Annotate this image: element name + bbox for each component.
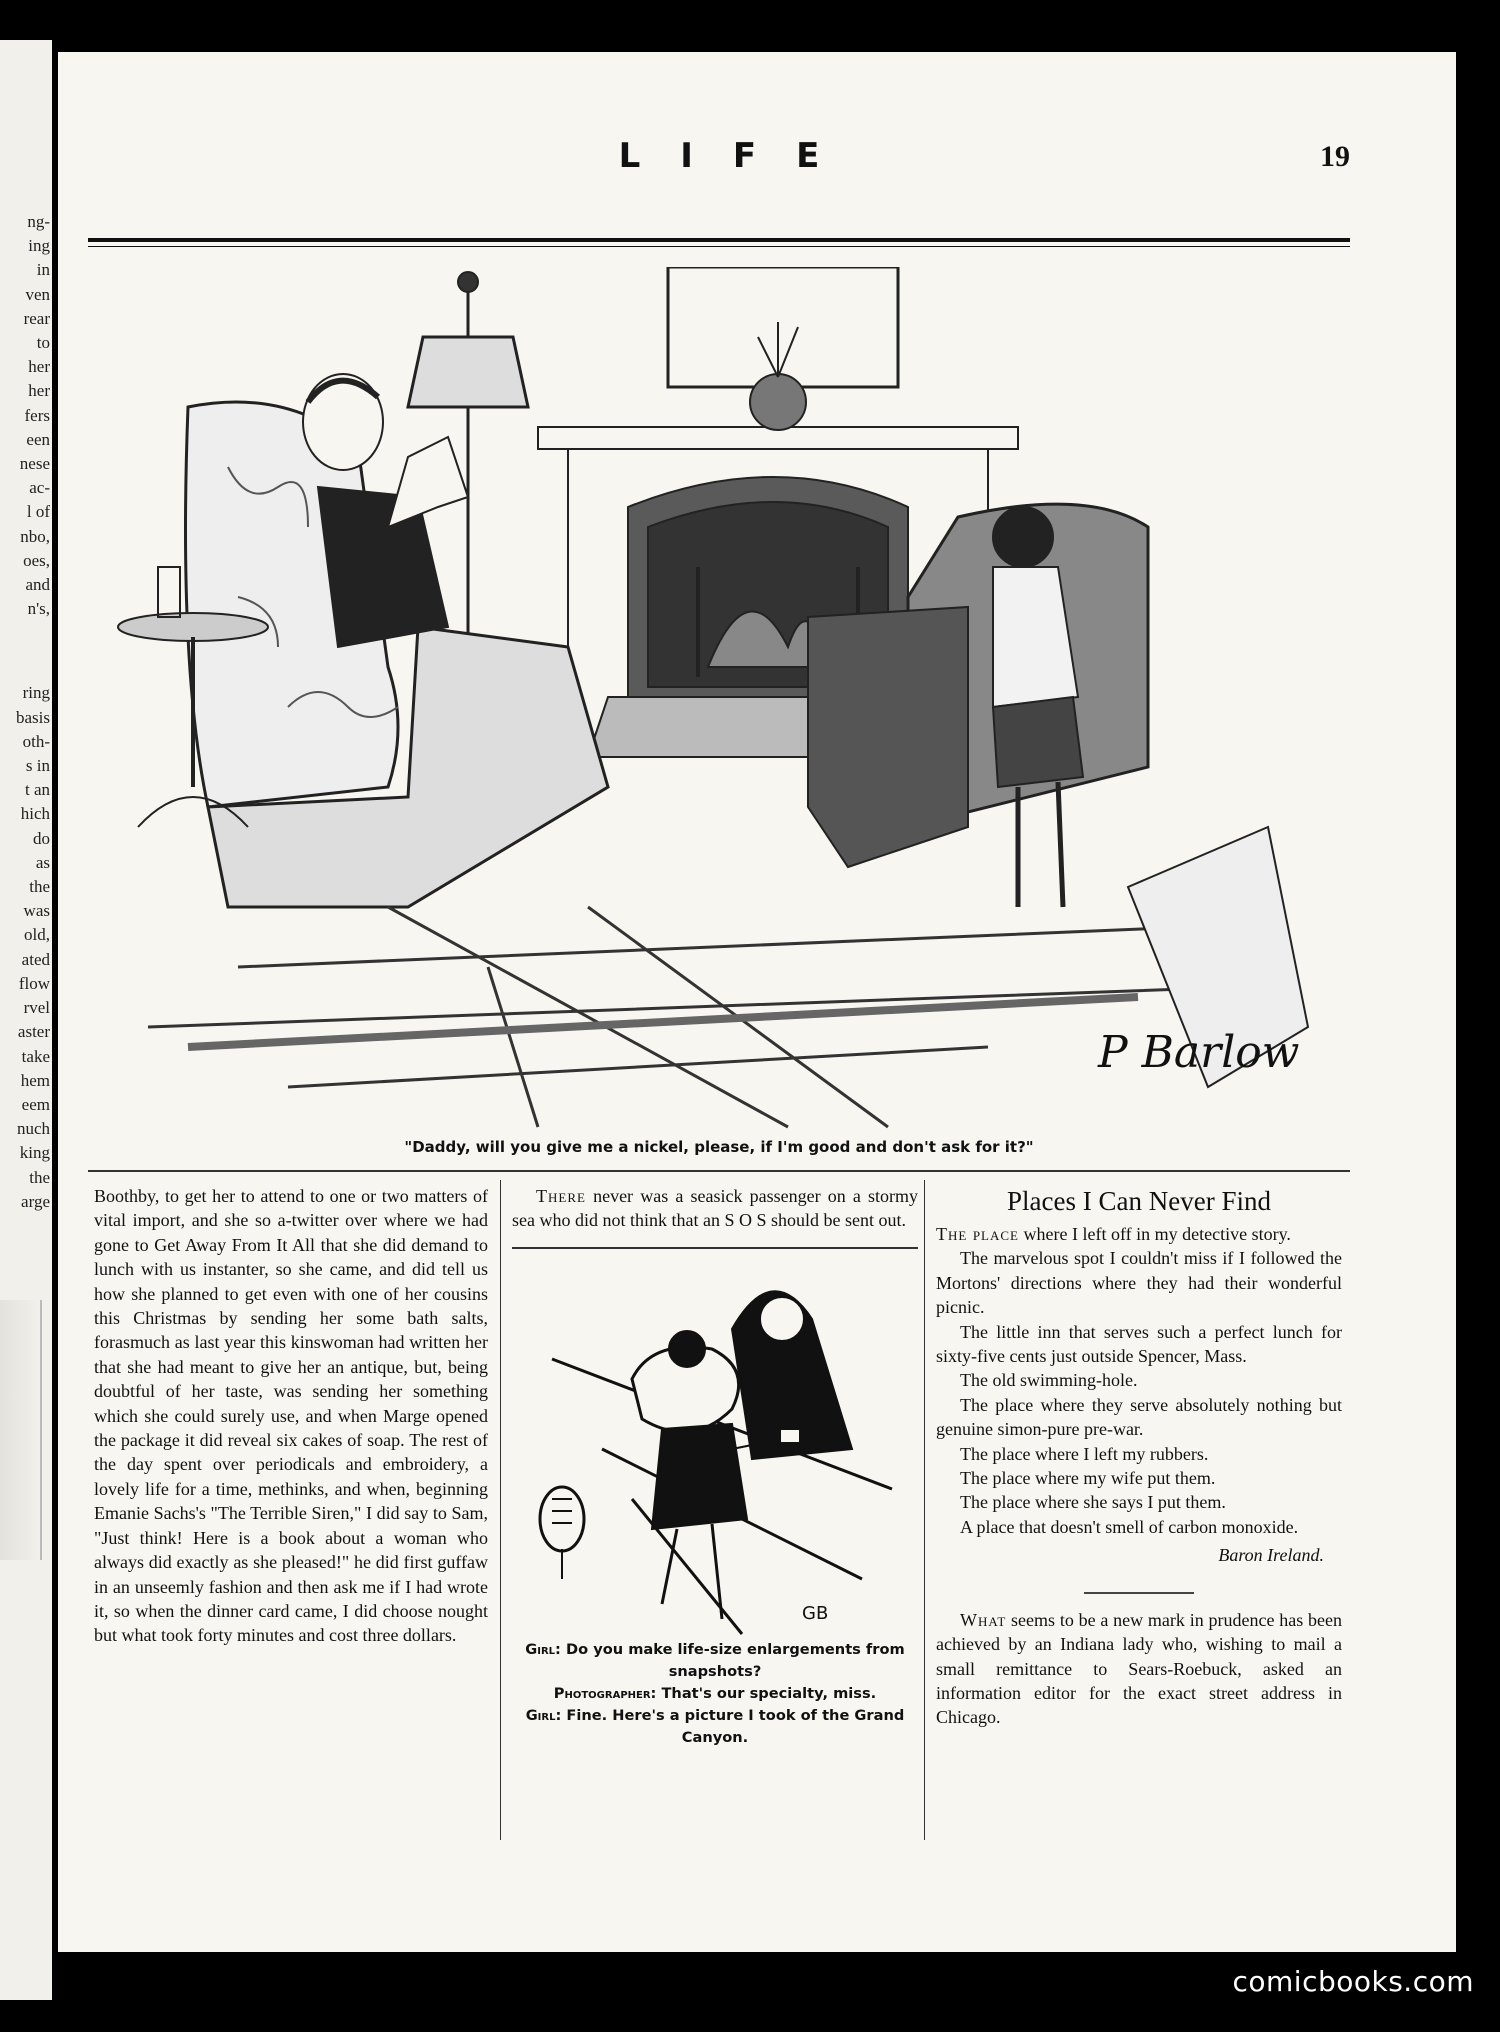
left-page-fragment: king xyxy=(19,1143,50,1163)
left-page-fragment: do xyxy=(33,828,50,848)
left-page-fragment: her xyxy=(28,357,50,377)
prudence-paragraph xyxy=(936,1608,1342,1730)
prudence-lead: What xyxy=(960,1609,1007,1630)
dialogue-text: Fine. Here's a picture I took of the Grand Canyon. xyxy=(566,1706,905,1746)
dialogue-colon: : xyxy=(650,1684,662,1702)
places-item: The marvelous spot I couldn't miss if I followed the Mortons' directions where they had their wonderful picnic. xyxy=(936,1248,1342,1318)
magazine-title: LIFE xyxy=(618,136,860,176)
cartoon-caption: "Daddy, will you give me a nickel, please, if I'm good and don't ask for it?" xyxy=(404,1138,1034,1156)
places-item: The place where they serve absolutely nothing but genuine simon-pure pre-war. xyxy=(936,1394,1342,1440)
page-number: 19 xyxy=(1320,140,1350,173)
left-page-fragment: and xyxy=(25,575,50,595)
left-page-illustration-fragment xyxy=(0,1300,42,1560)
left-page-fragment: s in xyxy=(25,756,50,776)
dialogue-line xyxy=(512,1705,918,1749)
left-page-fragment: aster xyxy=(17,1022,50,1042)
section-rule xyxy=(88,1170,1350,1172)
left-page-fragment: een xyxy=(26,429,50,449)
dialogue-colon: : xyxy=(555,1706,567,1724)
right-column xyxy=(936,1184,1342,1730)
left-page-text-fragments xyxy=(16,210,50,1214)
seasick-text: never was a seasick passenger on a stormy sea who did not think that an S O S should be sent out. xyxy=(512,1186,918,1231)
left-page-fragment: hem xyxy=(20,1070,50,1090)
left-page-fragment: was xyxy=(23,901,50,921)
left-page-fragment: oth- xyxy=(22,731,50,751)
left-column-text: Boothby, to get her to attend to one or two matters of vital import, and she so a-twitter over where we had gone to Get Away From It All that she did demand to lunch with us instanter, so she came, and did tell us how she planned to get even with one of her cousins this Christmas by sending her some bath salts, forasmuch as last year this kinswoman had written her that she had meant to give her an antique, but, being doubtful of her taste, was sending her something which she could surely use, and when Marge opened the package it did reveal six cakes of soap. The rest of the day spent over periodicals and embroidery, a lovely life for a time, methinks, and when, beginning Emanie Sachs's "The Terrible Siren," I did say to Sam, "Just think! Here is a book about a woman who always did exactly as she pleased!" he did first guffaw in an unseemly fashion and then ask me if I had wrote it, so when the dinner card came, I did choose nought but what took forty minutes and cost three dollars. xyxy=(94,1186,488,1646)
left-page-fragment: flow xyxy=(18,973,50,993)
cartoon-signature: P Barlow xyxy=(1098,1027,1300,1078)
places-title: Places I Can Never Find xyxy=(1007,1186,1271,1216)
header-rule-thick xyxy=(88,238,1350,242)
left-page-fragment: nese xyxy=(19,454,50,474)
left-page-fragment: the xyxy=(29,1167,50,1187)
left-page-fragment: old, xyxy=(24,925,50,945)
left-page-fragment: ring xyxy=(22,683,50,703)
left-page-fragment: take xyxy=(21,1046,50,1066)
dialogue-text: Do you make life-size enlargements from snapshots? xyxy=(565,1640,905,1680)
places-item: The place where I left my rubbers. xyxy=(960,1443,1209,1464)
middle-column xyxy=(512,1184,918,1749)
places-item: The little inn that serves such a perfect lunch for sixty-five cents just outside Spencer, Mass. xyxy=(936,1321,1342,1367)
header-rule-thin xyxy=(88,246,1350,247)
left-page-fragment: ven xyxy=(25,284,50,304)
places-item: The place where she says I put them. xyxy=(960,1492,1226,1513)
right-column-rule xyxy=(1084,1592,1194,1594)
dialogue-speaker: Girl xyxy=(525,1640,556,1658)
left-page-fragment: nbo, xyxy=(20,526,50,546)
cartoon-dialogue xyxy=(512,1639,918,1749)
left-page-fragment: the xyxy=(29,877,50,897)
places-first-text: where I left off in my detective story. xyxy=(1019,1224,1291,1244)
left-column-article xyxy=(94,1184,488,1648)
photographer-cartoon xyxy=(512,1249,918,1639)
byline: Baron Ireland. xyxy=(1218,1545,1324,1566)
left-page-edge xyxy=(0,40,52,2000)
left-page-fragment: nuch xyxy=(16,1119,50,1139)
watermark: comicbooks.com xyxy=(1232,1965,1474,1998)
left-page-fragment: ated xyxy=(21,949,50,969)
left-page-gap xyxy=(16,621,50,681)
places-list xyxy=(936,1246,1342,1539)
left-page-fragment: ng- xyxy=(27,212,50,231)
main-cartoon xyxy=(88,267,1350,1137)
left-page-fragment: her xyxy=(28,381,50,401)
left-page-fragment: ing xyxy=(28,236,50,256)
dialogue-line xyxy=(512,1639,918,1683)
left-page-fragment: l of xyxy=(26,502,50,522)
seasick-lead: There xyxy=(536,1186,586,1206)
left-page-fragment: hich xyxy=(20,804,50,824)
dialogue-text: That's our specialty, miss. xyxy=(661,1684,877,1702)
left-page-fragment: as xyxy=(35,852,50,872)
left-page-fragment: rvel xyxy=(23,998,50,1018)
left-page-fragment: rear xyxy=(23,308,50,328)
left-page-fragment: in xyxy=(36,260,50,280)
places-item: The place where my wife put them. xyxy=(960,1468,1216,1489)
places-first-lead: The place xyxy=(936,1224,1019,1244)
column-divider xyxy=(500,1180,501,1840)
left-page-fragment: arge xyxy=(21,1191,50,1211)
prudence-text: seems to be a new mark in prudence has been achieved by an Indiana lady who, wishing to mail a small remittance to Sears-Roebuck, asked an information editor for the exact street address in Chicago. xyxy=(936,1609,1342,1728)
left-page-fragment: n's, xyxy=(27,599,50,619)
dialogue-speaker: Girl xyxy=(525,1706,556,1724)
living-room-illustration xyxy=(88,267,1350,1137)
left-page-fragment: oes, xyxy=(23,550,50,570)
dialogue-colon: : xyxy=(555,1640,566,1658)
left-page-fragment: eem xyxy=(21,1094,50,1114)
left-page-fragment: ac- xyxy=(29,478,50,498)
left-page-fragment: fers xyxy=(24,405,50,425)
left-page-fragment: basis xyxy=(16,707,50,727)
left-page-fragment: t an xyxy=(24,780,50,800)
places-first-item xyxy=(936,1222,1342,1246)
dialogue-speaker: Photographer xyxy=(553,1684,651,1702)
places-item: The old swimming-hole. xyxy=(960,1370,1138,1391)
dialogue-line xyxy=(512,1683,918,1705)
column-divider xyxy=(924,1180,925,1840)
left-page-fragment: to xyxy=(36,333,50,353)
small-cartoon-signature: GB xyxy=(802,1602,829,1624)
seasick-paragraph xyxy=(512,1184,918,1233)
places-item: A place that doesn't smell of carbon monoxide. xyxy=(960,1516,1299,1537)
